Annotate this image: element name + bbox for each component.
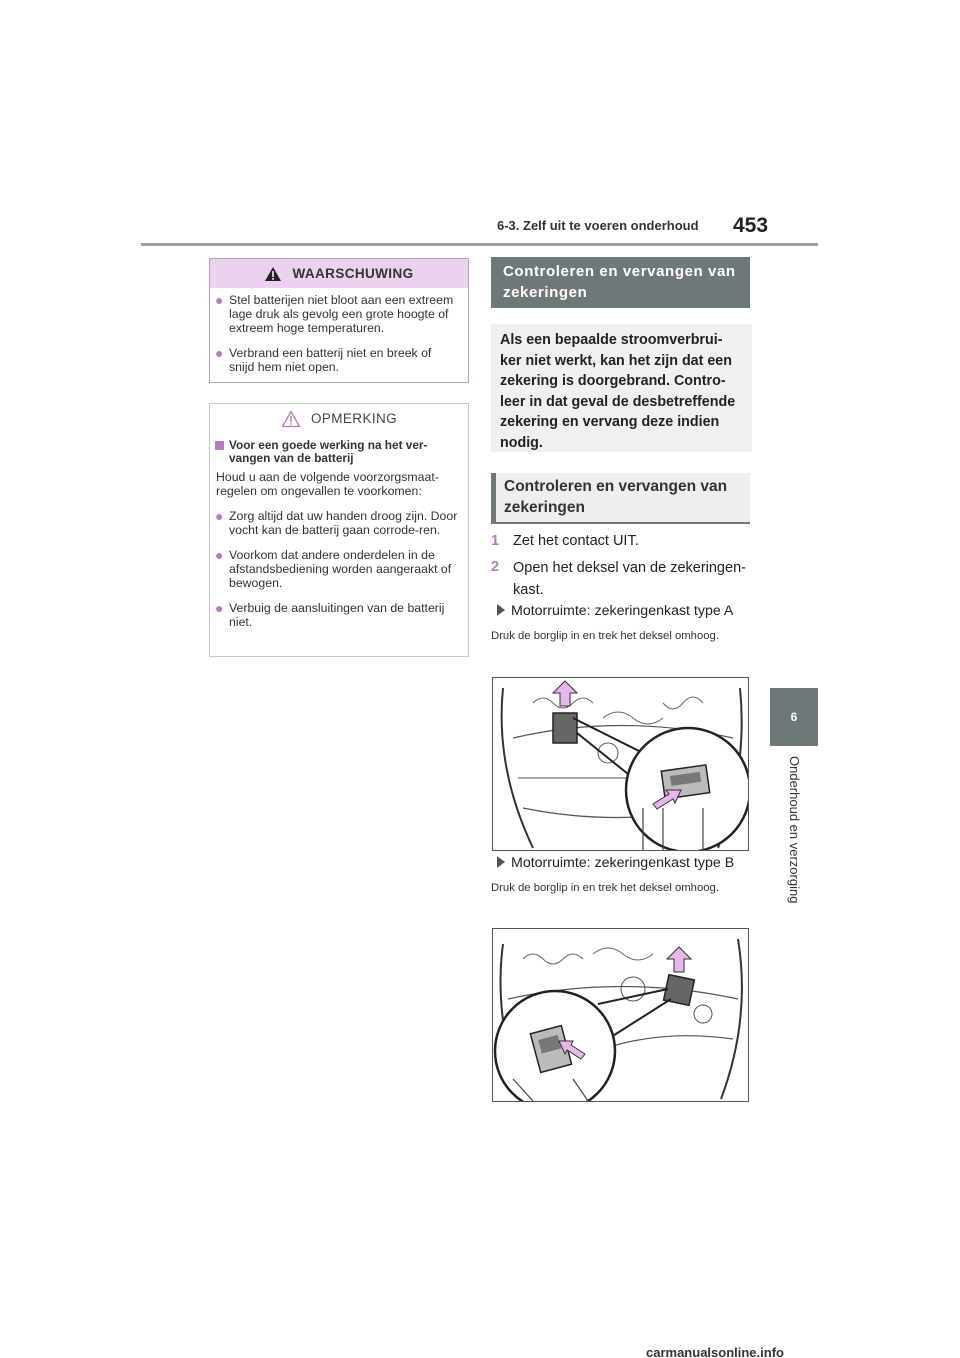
engine-bay-illustration-b <box>492 928 749 1102</box>
fuse-box-b-drawing <box>493 929 749 1102</box>
triangle-right-icon <box>497 856 505 868</box>
square-bullet-icon <box>215 441 224 450</box>
triangle-right-icon <box>497 604 505 616</box>
chapter-label: Onderhoud en verzorging <box>787 756 802 904</box>
note-heading: Voor een goede werking na het ver-vangen van de batterij <box>210 439 468 465</box>
section-heading: Controleren en vervangen van zekeringen <box>491 257 750 308</box>
page-number: 453 <box>733 214 769 237</box>
bullet-icon: ● <box>215 292 224 308</box>
note-header <box>210 404 468 433</box>
watermark: carmanualsonline.info <box>646 1345 784 1358</box>
type-a-instruction: Druk de borglip in en trek het deksel omhoog. <box>491 630 719 642</box>
warning-item: ● Verbrand een batterij niet en breek of snijd hem niet open. <box>215 345 432 374</box>
warning-box <box>209 258 469 383</box>
bullet-icon: ● <box>215 547 224 563</box>
intro-box: Als een bepaalde stroomverbrui-ker niet werkt, kan het zijn dat een zekering is doorgebrand. Contro-leer in dat geval de desbetreffende zekering en vervang deze indien nodig. <box>491 324 752 452</box>
type-a-label: Motorruimte: zekeringenkast type A <box>497 603 733 619</box>
engine-bay-illustration-a <box>492 677 749 851</box>
step-2 <box>491 557 753 601</box>
step-text: Open het deksel van de zekeringen-kast. <box>513 560 746 598</box>
warning-item: ● Stel batterijen niet bloot aan een extreem lage druk als gevolg een grote hoogte of extreem hoge temperaturen. <box>215 292 454 335</box>
note-item: ● Verbuig de aansluitingen van de batterij niet. <box>215 600 445 629</box>
warning-title: WAARSCHUWING <box>292 266 414 281</box>
step-number: 1 <box>491 533 500 549</box>
note-item: ● Voorkom dat andere onderdelen in de afstandsbediening worden aangeraakt of bewogen. <box>215 547 452 590</box>
warning-header <box>210 259 468 288</box>
step-1 <box>491 531 639 551</box>
type-b-instruction: Druk de borglip in en trek het deksel omhoog. <box>491 882 719 894</box>
note-text: Houd u aan de volgende voorzorgsmaat-regelen om ongevallen te voorkomen: <box>216 470 439 498</box>
caution-triangle-icon <box>281 410 301 428</box>
chapter-tab: 6 <box>770 688 818 746</box>
step-text: Zet het contact UIT. <box>513 533 639 549</box>
bullet-icon: ● <box>215 600 224 616</box>
header-divider <box>141 243 818 246</box>
warning-triangle-icon <box>264 266 282 282</box>
fuse-box-a-drawing <box>493 678 749 851</box>
type-b-label: Motorruimte: zekeringenkast type B <box>497 855 734 871</box>
section-title: 6-3. Zelf uit te voeren onderhoud <box>497 218 699 233</box>
bullet-icon: ● <box>215 508 224 524</box>
note-item: ● Zorg altijd dat uw handen droog zijn. Door vocht kan de batterij gaan corrode-ren. <box>215 508 458 537</box>
note-box <box>209 403 469 657</box>
bullet-icon: ● <box>215 345 224 361</box>
step-number: 2 <box>491 559 500 575</box>
sub-heading: Controleren en vervangen van zekeringen <box>491 473 750 524</box>
note-title: OPMERKING <box>310 411 398 426</box>
